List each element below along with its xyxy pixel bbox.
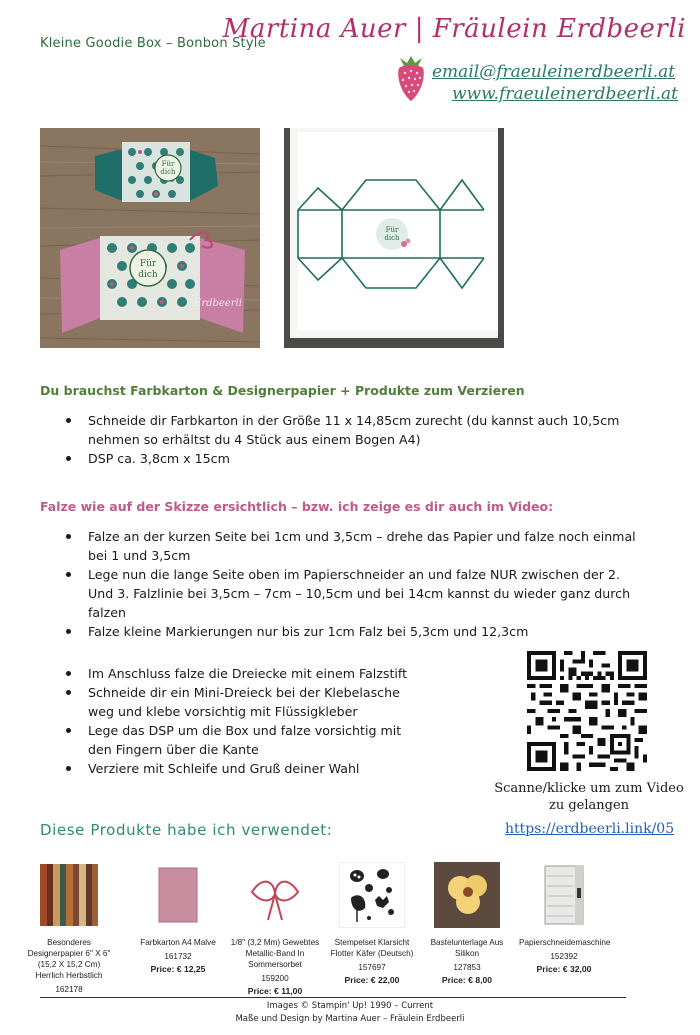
list-item: Lege das DSP um die Box und falze vorsichtig mit den Fingern über die Kante (64, 721, 424, 759)
product-number: 152392 (550, 952, 578, 961)
materials-list (64, 411, 624, 468)
finished-box-photo (40, 128, 260, 348)
box-label-line1: Für (161, 160, 175, 168)
product-price: Price: € 12,25 (150, 964, 206, 974)
document-title: Kleine Goodie Box – Bonbon Style (40, 36, 266, 51)
template-sketch-photo (284, 128, 504, 348)
photo-watermark: Erdbeerli (194, 298, 242, 309)
product-name: Stempelset Klarsicht Flotter Käfer (Deutsch) (330, 938, 414, 958)
product-card[interactable] (24, 862, 114, 996)
product-name: Farbkarton A4 Malve (140, 938, 216, 947)
list-item: Im Anschluss falze die Dreiecke mit einem Falzstift (64, 664, 424, 683)
brand-name: Martina Auer | Fräulein Erdbeerli (222, 14, 686, 44)
list-item: Lege nun die lange Seite oben im Papierschneider an und falze NUR zwischen der 2. Und 3. Falzlinie bei 3,5cm – 7cm – 10,5cm und bei 14cm kannst du wieder ganz durch falzen (64, 565, 644, 622)
list-item: Falze an der kurzen Seite bei 1cm und 3,5cm – drehe das Papier und falze noch einmal bei 1 und 3,5cm (64, 527, 644, 565)
product-number: 161732 (164, 952, 192, 961)
product-price: Price: € 8,00 (441, 975, 493, 985)
product-card[interactable] (422, 862, 512, 986)
instructions-heading: Falze wie auf der Skizze ersichtlich – bzw. ich zeige es dir auch im Video: (40, 499, 554, 514)
template-label-line1: Für (385, 226, 399, 234)
product-number: 127853 (453, 963, 481, 972)
footer-credits: Maße und Design by Martina Auer – Fräulein Erdbeerli (235, 1014, 465, 1024)
instructions-list-continued (64, 664, 424, 778)
product-card[interactable] (519, 862, 609, 975)
list-item: Verziere mit Schleife und Gruß deiner Wahl (64, 759, 424, 778)
footer-copyright: Images © Stampin' Up! 1990 – Current (266, 1001, 434, 1011)
product-image-ribbon (242, 862, 308, 928)
product-number: 162178 (55, 985, 83, 994)
products-heading: Diese Produkte habe ich verwendet: (40, 821, 333, 839)
product-card[interactable] (327, 862, 417, 986)
instructions-list (64, 527, 644, 641)
footer-divider (40, 997, 626, 998)
product-number: 159200 (261, 974, 289, 983)
email-link[interactable]: email@fraeuleinerdbeerli.at (432, 62, 676, 82)
materials-heading: Du brauchst Farbkarton & Designerpapier + Produkte zum Verzieren (40, 383, 525, 398)
product-name: Bastelunterlage Aus Silikon (430, 938, 504, 958)
qr-caption: Scanne/klicke um zum Video zu gelangen (494, 781, 684, 813)
box-label-line2-large: dich (138, 270, 158, 280)
website-link[interactable]: www.fraeuleinerdbeerli.at (452, 84, 678, 104)
box-label-line1-large: Für (139, 259, 157, 269)
product-image-cardstock (145, 862, 211, 928)
video-qr-code[interactable] (527, 651, 647, 771)
product-price: Price: € 22,00 (344, 975, 400, 985)
product-image-silicone-mat (434, 862, 500, 928)
box-label-line2: dich (160, 168, 176, 176)
product-name: Papierschneidemaschine (519, 938, 611, 947)
list-item: Schneide dir ein Mini-Dreieck bei der Klebelasche weg und klebe vorsichtig mit Flüssigkleber (64, 683, 424, 721)
product-name: 1/8" (3,2 Mm) Gewebtes Metallic-Band In Sommersorbet (230, 938, 320, 969)
video-short-link[interactable]: https://erdbeerli.link/05 (505, 821, 675, 837)
product-card[interactable] (133, 862, 223, 975)
product-name: Besonderes Designerpapier 6" X 6" (15,2 X 15,2 Cm) Herrlich Herbstlich (27, 938, 111, 980)
list-item: DSP ca. 3,8cm x 15cm (64, 449, 624, 468)
strawberry-icon (394, 56, 428, 102)
product-image-stamp-set (339, 862, 405, 928)
template-label-line2: dich (384, 234, 400, 242)
product-card[interactable] (230, 862, 320, 997)
product-image-designer-paper (36, 862, 102, 928)
product-price: Price: € 32,00 (536, 964, 592, 974)
product-image-paper-trimmer (531, 862, 597, 928)
product-number: 157697 (358, 963, 386, 972)
product-price: Price: € 11,00 (247, 986, 303, 996)
list-item: Schneide dir Farbkarton in der Größe 11 x 14,85cm zurecht (du kannst auch 10,5cm nehmen so erhältst du 4 Stück aus einem Bogen A4) (64, 411, 624, 449)
list-item: Falze kleine Markierungen nur bis zur 1cm Falz bei 5,3cm und 12,3cm (64, 622, 644, 641)
